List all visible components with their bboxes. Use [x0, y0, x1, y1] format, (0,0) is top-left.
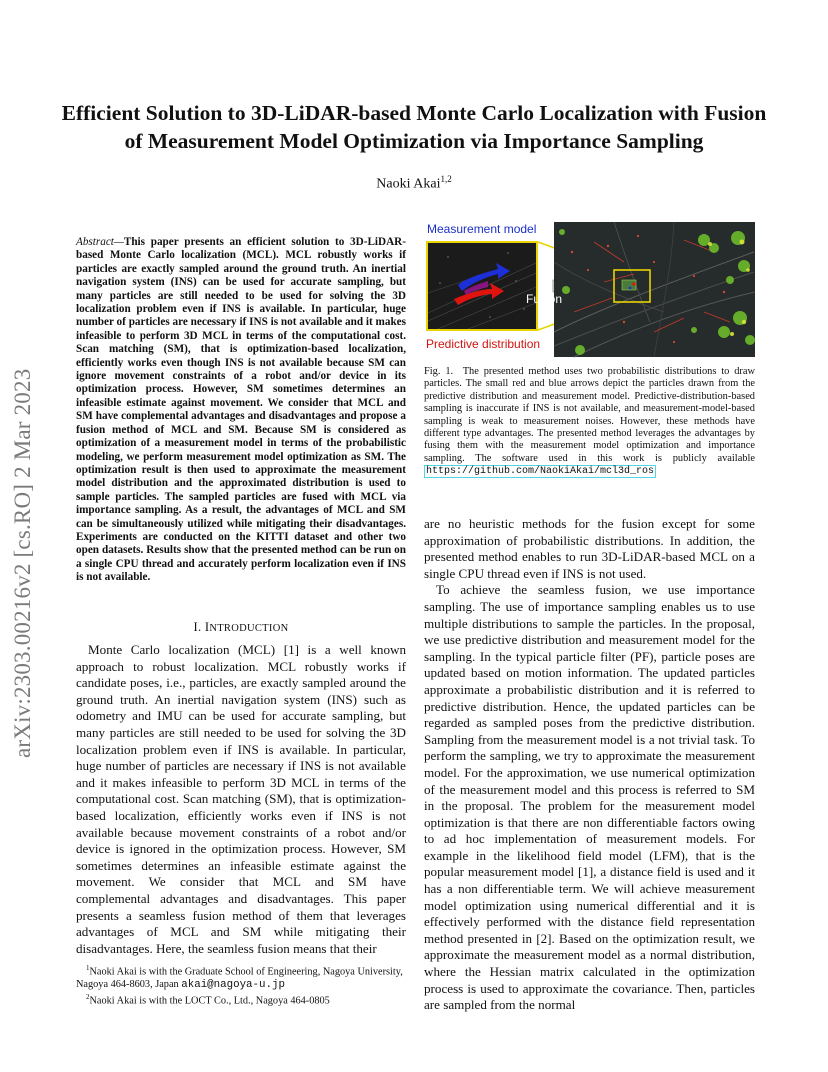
abstract-text: This paper presents an efficient solution to 3D-LiDAR-based Monte Carlo localization (MCL). MCL robustly works if particles are exactly sampled around the ground truth. An inertial navigation system (INS) can be used for accurate sampling, but many particles are still needed to be used for solving the 3D localization problem even if INS is available. In particular, huge number of particles are necessary if INS is not available and it makes infeasible to perform 3D MCL in terms of the computational cost. Scan matching (SM), that is optimization-based localization, efficiently works even though INS is not available because SM can ignore movement constraints of a robot and/or device in its optimization process. However, SM sometimes determines an infeasible estimate against movement. We consider that MCL and SM have complemental advantages and disadvantages and propose a fusion method of MCL and SM. Because SM is considered as optimization of a measurement model in terms of the probabilistic modeling, we perform measurement model optimization as SM. The optimization result is then used to approximate the measurement model distribution and the approximated distribution is used to sample particles. The sampled particles are fused with MCL via importance sampling. As a result, the advantages of MCL and SM can be simultaneously utilized while mitigating their disadvantages. Experiments are conducted on the KITTI dataset and other two open datasets. Results show that the presented method can be run on a single CPU thread and accurately perform localization even if INS is not available.	[76, 236, 406, 584]
predictive-distribution-label: Predictive distribution	[426, 337, 541, 351]
author-name: Naoki Akai	[376, 176, 441, 192]
arxiv-sidebar	[2, 288, 46, 758]
section-rest-letters: NTRODUCTION	[209, 623, 289, 634]
footnote-1-email: akai@nagoya-u.jp	[181, 978, 285, 991]
section-heading-introduction	[76, 620, 406, 635]
footnote-2-mark: 2	[86, 992, 90, 1001]
right-column-text	[424, 516, 755, 1014]
lidar-map-panel	[526, 222, 755, 357]
arxiv-identifier: arXiv:2303.00216v2 [cs.RO] 2 Mar 2023	[10, 368, 35, 758]
abstract	[76, 236, 406, 585]
footnote-2	[76, 991, 406, 1008]
software-link[interactable]: https://github.com/NaokiAkai/mcl3d_ros	[426, 466, 655, 478]
footnote-1-text: Naoki Akai is with the Graduate School of Engineering, Nagoya University, Nagoya 464-8603, Japan	[76, 966, 403, 990]
author-line	[60, 174, 768, 193]
caption-prefix: Fig. 1.	[424, 366, 454, 377]
footnote-1	[76, 962, 406, 991]
footnotes	[76, 962, 406, 1007]
paper-title: Efficient Solution to 3D-LiDAR-based Monte Carlo Localization with Fusion of Measurement Model Optimization via Importance Sampling	[61, 101, 767, 153]
measurement-model-label: Measurement model	[427, 222, 537, 236]
intro-paragraph-1	[76, 642, 406, 957]
caption-text: The presented method uses two probabilistic distributions to draw particles. The small red and blue arrows depict the particles drawn from the predictive distribution and measurement model. Predictive-distribution-based sampling is inaccurate if INS is not available, and measurement-model-based sampling is weak to measurement noises. However, these methods have different type advantages. The presented method leverages the advantages by fusing them with the measurement model optimization and importance sampling. The software used in this work is publicly available	[424, 366, 755, 464]
abstract-lead: Abstract—	[76, 236, 124, 248]
author-affiliation-marks: 1,2	[440, 174, 452, 184]
right-paragraph-2: To achieve the seamless fusion, we use importance sampling. The use of importance sampling enables us to use multiple distributions to sample the particles. In the proposal, we use predictive distribution and measurement model for the sampling. In the typical particle filter (PF), particle poses are updated based on motion information. The updated particles approximate a probabilistic distribution and it is referred to predictive distribution. Hence, the updated particles can be regarded as sampled poses from the predictive distribution. Sampling from the measurement model is a not trivial task. To perform the sampling, we try to approximate the measurement model. For the approximation, we use numerical optimization of the measurement model and this process is referred to SM in the proposal. The problem for the measurement model optimization is that there are non differentiable factors owing to ad hoc implementation of measurement models. For example in the likelihood field model (LFM), that is the popular measurement model [1], a distance field is used and it has a non differentiable term. We will achieve measurement model optimization using numerical differential and it is effectively performed with the distance field representation method presented in [2]. Based on the optimization result, we approximate the measurement model as a normal distribution, where the Hessian matrix calculated in the optimization process is used to approximate the covariance. Then, particles are sampled from the normal	[424, 582, 755, 1013]
intro-paragraph-1-text: Monte Carlo localization (MCL) [1] is a well known approach to robust localization. MCL robustly works if candidate poses, i.e., particles, are exactly sampled around the ground truth. An inertial navigation system (INS) such as odometry and IMU can be used for accurate sampling, but many particles are still needed to be used for solving the 3D localization problem even if INS is available. In particular, huge number of particles are necessary if INS is not available and it makes infeasible to perform 3D MCL in terms of the computational cost. Scan matching (SM), that is optimization-based localization, efficiently works even if INS is not available because movement constraints of a robot and/or device is ignored in the optimization process. However, SM sometimes determines an infeasible estimate against the movement. We consider that MCL and SM have complemental advantages and disadvantages. This paper presents a seamless fusion method of them that leverages advantages of MCL and SM while mitigating their disadvantages. Here, the seamless fusion means that their	[76, 642, 406, 956]
section-number: I.	[193, 620, 202, 634]
right-paragraph-1: are no heuristic methods for the fusion except for some approximation of probabilistic distributions. In addition, the presented method enables to run 3D-LiDAR-based MCL on a single CPU thread even if INS is not used.	[424, 516, 755, 581]
section-first-letter: I	[204, 620, 210, 634]
figure-1	[425, 222, 755, 357]
fusion-label: Fusion	[526, 292, 563, 306]
footnote-2-text: Naoki Akai is with the LOCT Co., Ltd., Nagoya 464-0805	[89, 995, 330, 1007]
figure-1-caption	[424, 366, 755, 479]
lidar-point-cloud-graphic	[554, 222, 755, 357]
footnote-1-mark: 1	[86, 964, 90, 972]
